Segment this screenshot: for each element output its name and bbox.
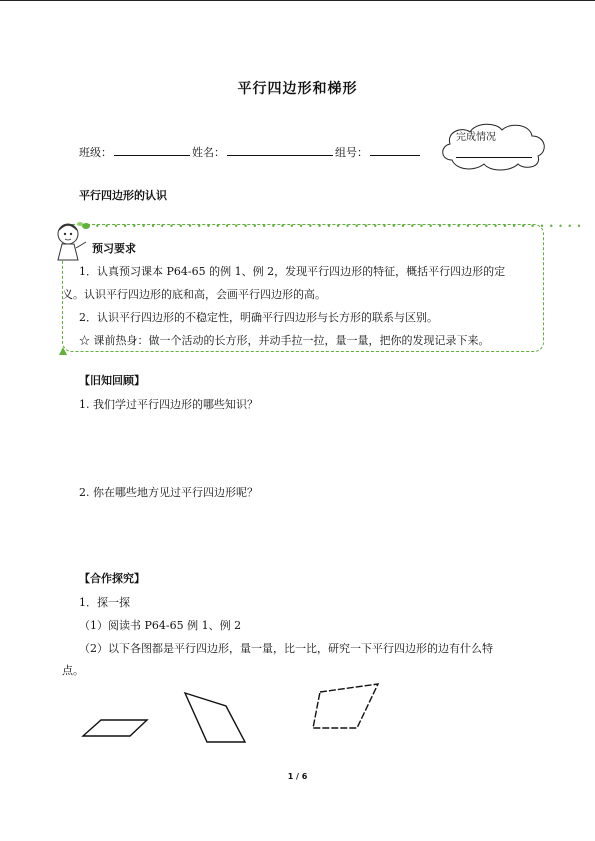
preview-item-1a: 1．认真预习课本 P64-65 的例 1、例 2，发现平行四边形的特征，概括平行四边形的定: [79, 265, 506, 278]
page-title: 平行四边形和梯形: [237, 81, 358, 97]
preview-item-3: ☆ 课前热身：做一个活动的长方形，并动手拉一拉，量一量，把你的发现记录下来。: [79, 334, 490, 347]
review-question-1: 1. 我们学过平行四边形的哪些知识？: [79, 398, 258, 411]
completion-label: 完成情况: [456, 132, 496, 143]
explore-item-1: 1．探一探: [79, 596, 130, 609]
name-label: 姓名：: [192, 146, 225, 159]
explore-sub-2a: （2）以下各图都是平行四边形，量一量，比一比，研究一下平行四边形的边有什么特: [79, 642, 493, 655]
explore-sub-2b: 点。: [62, 664, 84, 677]
class-label: 班级：: [79, 146, 112, 159]
review-heading: 【旧知回顾】: [79, 374, 145, 387]
preview-item-2: 2．认识平行四边形的不稳定性，明确平行四边形与长方形的联系与区别。: [79, 311, 438, 324]
section-title: 平行四边形的认识: [79, 189, 167, 202]
preview-requirements-title: 预习要求: [92, 242, 136, 255]
group-label: 组号：: [335, 146, 368, 159]
review-question-2: 2. 你在哪些地方见过平行四边形呢？: [79, 486, 258, 499]
explore-sub-1: （1）阅读书 P64-65 例 1、例 2: [79, 619, 242, 632]
parallelogram-3: [313, 684, 378, 728]
page-number: 1 / 6: [287, 772, 308, 781]
parallelogram-1: [83, 720, 147, 736]
preview-item-1b: 义。认识平行四边形的底和高，会画平行四边形的高。: [62, 288, 326, 301]
box-decoration: • • • • • • • • • • • • • • • • • • • • • • • • • • • • • • • • • • • • • • • • • • • • • • • • • • • • •: [95, 222, 583, 231]
explore-heading: 【合作探究】: [79, 572, 145, 585]
parallelogram-2: [185, 693, 245, 742]
